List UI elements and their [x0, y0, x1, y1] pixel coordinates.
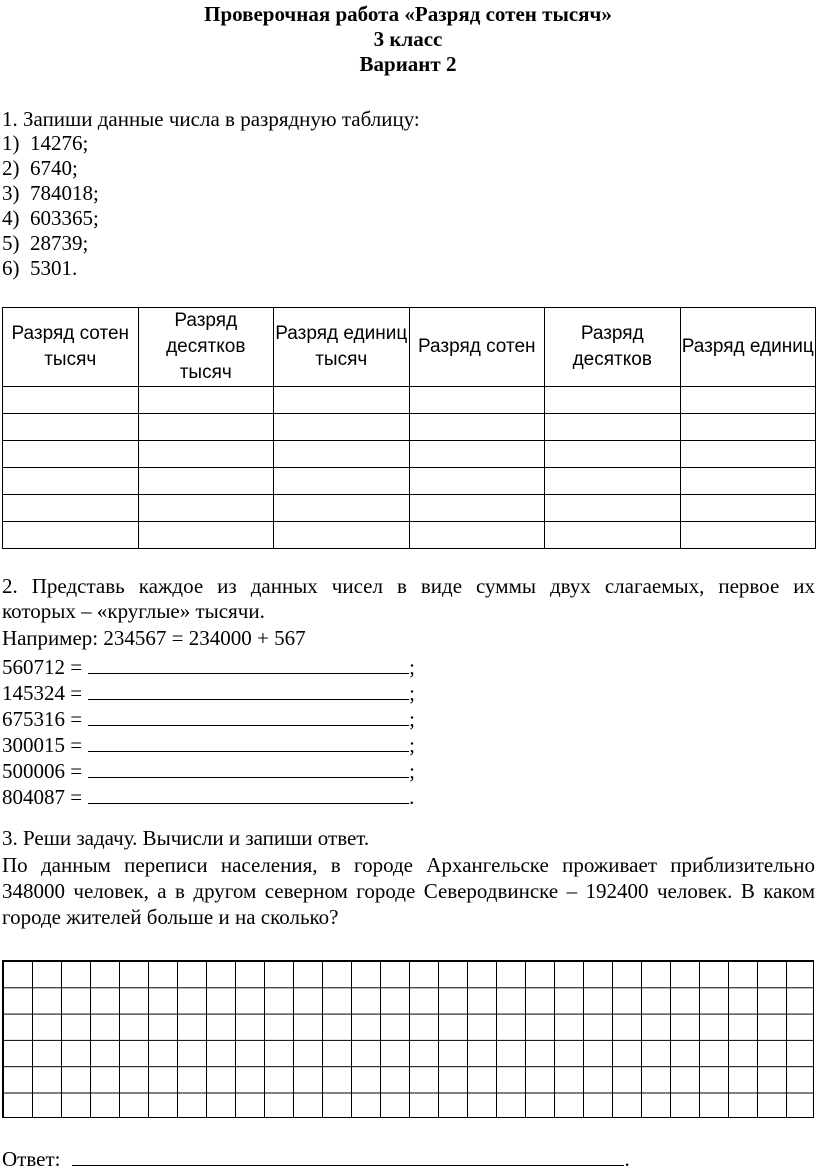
table-cell[interactable]	[680, 414, 816, 441]
table-cell[interactable]	[138, 441, 274, 468]
table-cell[interactable]	[680, 495, 816, 522]
table-cell[interactable]	[409, 441, 545, 468]
table-cell[interactable]	[138, 414, 274, 441]
task3-prompt: 3. Реши задачу. Вычисли и запиши ответ.	[2, 826, 370, 850]
place-value-table	[2, 307, 816, 549]
table-cell[interactable]	[138, 387, 274, 414]
table-cell[interactable]	[680, 387, 816, 414]
task3-text-line2: 348000 человек, а в другом северном городе Северодвинске – 192400 человек. В каком	[2, 879, 815, 903]
task1-item-6	[2, 256, 77, 281]
item-value: 14276;	[30, 131, 89, 155]
answer-blank[interactable]	[88, 783, 409, 804]
equation-lhs: 500006 =	[2, 759, 83, 783]
task3-text-line1: По данным переписи населения, в городе Архангельске проживает приблизительно	[2, 853, 815, 877]
table-cell[interactable]	[409, 414, 545, 441]
equation-row	[2, 757, 415, 784]
header-hundred-thousands: Разряд сотен тысяч	[3, 308, 139, 387]
grade-label: 3 класс	[373, 27, 443, 51]
header-hundreds: Разряд сотен	[409, 308, 545, 387]
equation-row	[2, 731, 415, 758]
answer-blank[interactable]	[88, 653, 409, 674]
task1-item-3	[2, 181, 99, 206]
item-number: 6)	[2, 256, 20, 280]
task1-prompt: 1. Запиши данные числа в разрядную таблицу:	[2, 107, 420, 131]
equation-lhs: 300015 =	[2, 733, 83, 757]
answer-blank[interactable]	[88, 757, 409, 778]
item-value: 603365;	[30, 206, 99, 230]
table-cell[interactable]	[680, 441, 816, 468]
task2-example: Например: 234567 = 234000 + 567	[2, 626, 306, 650]
table-cell[interactable]	[3, 495, 139, 522]
table-cell[interactable]	[409, 495, 545, 522]
header-ten-thousands: Разряд десятков тысяч	[138, 308, 274, 387]
item-value: 28739;	[30, 231, 89, 255]
table-cell[interactable]	[545, 441, 681, 468]
table-row	[3, 468, 816, 495]
task2-prompt-line2: которых – «круглые» тысячи.	[2, 599, 265, 623]
equation-end: ;	[409, 759, 415, 783]
task2-prompt-line1: 2. Представь каждое из данных чисел в виде суммы двух слагаемых, первое их	[2, 574, 815, 598]
table-cell[interactable]	[545, 522, 681, 549]
equation-end: ;	[409, 733, 415, 757]
equation-row	[2, 679, 415, 706]
table-row	[3, 495, 816, 522]
header-units: Разряд единиц	[680, 308, 816, 387]
table-cell[interactable]	[274, 495, 410, 522]
table-cell[interactable]	[3, 468, 139, 495]
equation-lhs: 804087 =	[2, 785, 83, 809]
table-cell[interactable]	[680, 468, 816, 495]
table-cell[interactable]	[274, 414, 410, 441]
item-number: 5)	[2, 231, 20, 255]
table-row	[3, 441, 816, 468]
equation-lhs: 145324 =	[2, 681, 83, 705]
table-cell[interactable]	[3, 387, 139, 414]
worksheet-header	[0, 2, 816, 77]
table-cell[interactable]	[545, 468, 681, 495]
equation-row	[2, 705, 415, 732]
table-cell[interactable]	[3, 441, 139, 468]
equation-end: .	[409, 785, 415, 809]
item-number: 1)	[2, 131, 20, 155]
answer-label: Ответ:	[2, 1147, 61, 1171]
answer-blank[interactable]	[88, 731, 409, 752]
equation-end: ;	[409, 655, 415, 679]
equation-lhs: 675316 =	[2, 707, 83, 731]
table-cell[interactable]	[409, 468, 545, 495]
table-row	[3, 414, 816, 441]
table-cell[interactable]	[138, 468, 274, 495]
variant-label: Вариант 2	[359, 52, 457, 76]
answer-blank[interactable]	[88, 705, 409, 726]
task1-item-2	[2, 156, 78, 181]
equation-end: ;	[409, 681, 415, 705]
answer-field[interactable]	[72, 1145, 624, 1166]
task1-item-1	[2, 131, 88, 156]
table-cell[interactable]	[274, 522, 410, 549]
equation-row	[2, 783, 414, 810]
task3-text-line3: городе жителей больше и на сколько?	[2, 905, 339, 929]
item-value: 5301.	[30, 256, 78, 280]
table-row	[3, 387, 816, 414]
table-cell[interactable]	[3, 414, 139, 441]
table-cell[interactable]	[680, 522, 816, 549]
equation-end: ;	[409, 707, 415, 731]
equation-lhs: 560712 =	[2, 655, 83, 679]
task1-item-4	[2, 206, 99, 231]
worksheet-title: Проверочная работа «Разряд сотен тысяч»	[204, 2, 612, 26]
header-thousands: Разряд единиц тысяч	[274, 308, 410, 387]
item-number: 3)	[2, 181, 20, 205]
table-cell[interactable]	[409, 522, 545, 549]
table-cell[interactable]	[138, 522, 274, 549]
table-cell[interactable]	[274, 387, 410, 414]
table-row	[3, 522, 816, 549]
table-cell[interactable]	[274, 441, 410, 468]
answer-line	[2, 1145, 630, 1172]
table-cell[interactable]	[274, 468, 410, 495]
table-cell[interactable]	[409, 387, 545, 414]
table-cell[interactable]	[138, 495, 274, 522]
table-cell[interactable]	[3, 522, 139, 549]
item-value: 6740;	[30, 156, 78, 180]
answer-blank[interactable]	[88, 679, 409, 700]
task1-item-5	[2, 231, 88, 256]
table-cell[interactable]	[545, 495, 681, 522]
item-number: 2)	[2, 156, 20, 180]
table-cell[interactable]	[545, 387, 681, 414]
header-tens: Разряд десятков	[545, 308, 681, 387]
item-value: 784018;	[30, 181, 99, 205]
table-cell[interactable]	[545, 414, 681, 441]
item-number: 4)	[2, 206, 20, 230]
equation-row	[2, 653, 415, 680]
work-grid[interactable]	[2, 960, 814, 1118]
answer-end: .	[624, 1147, 630, 1171]
